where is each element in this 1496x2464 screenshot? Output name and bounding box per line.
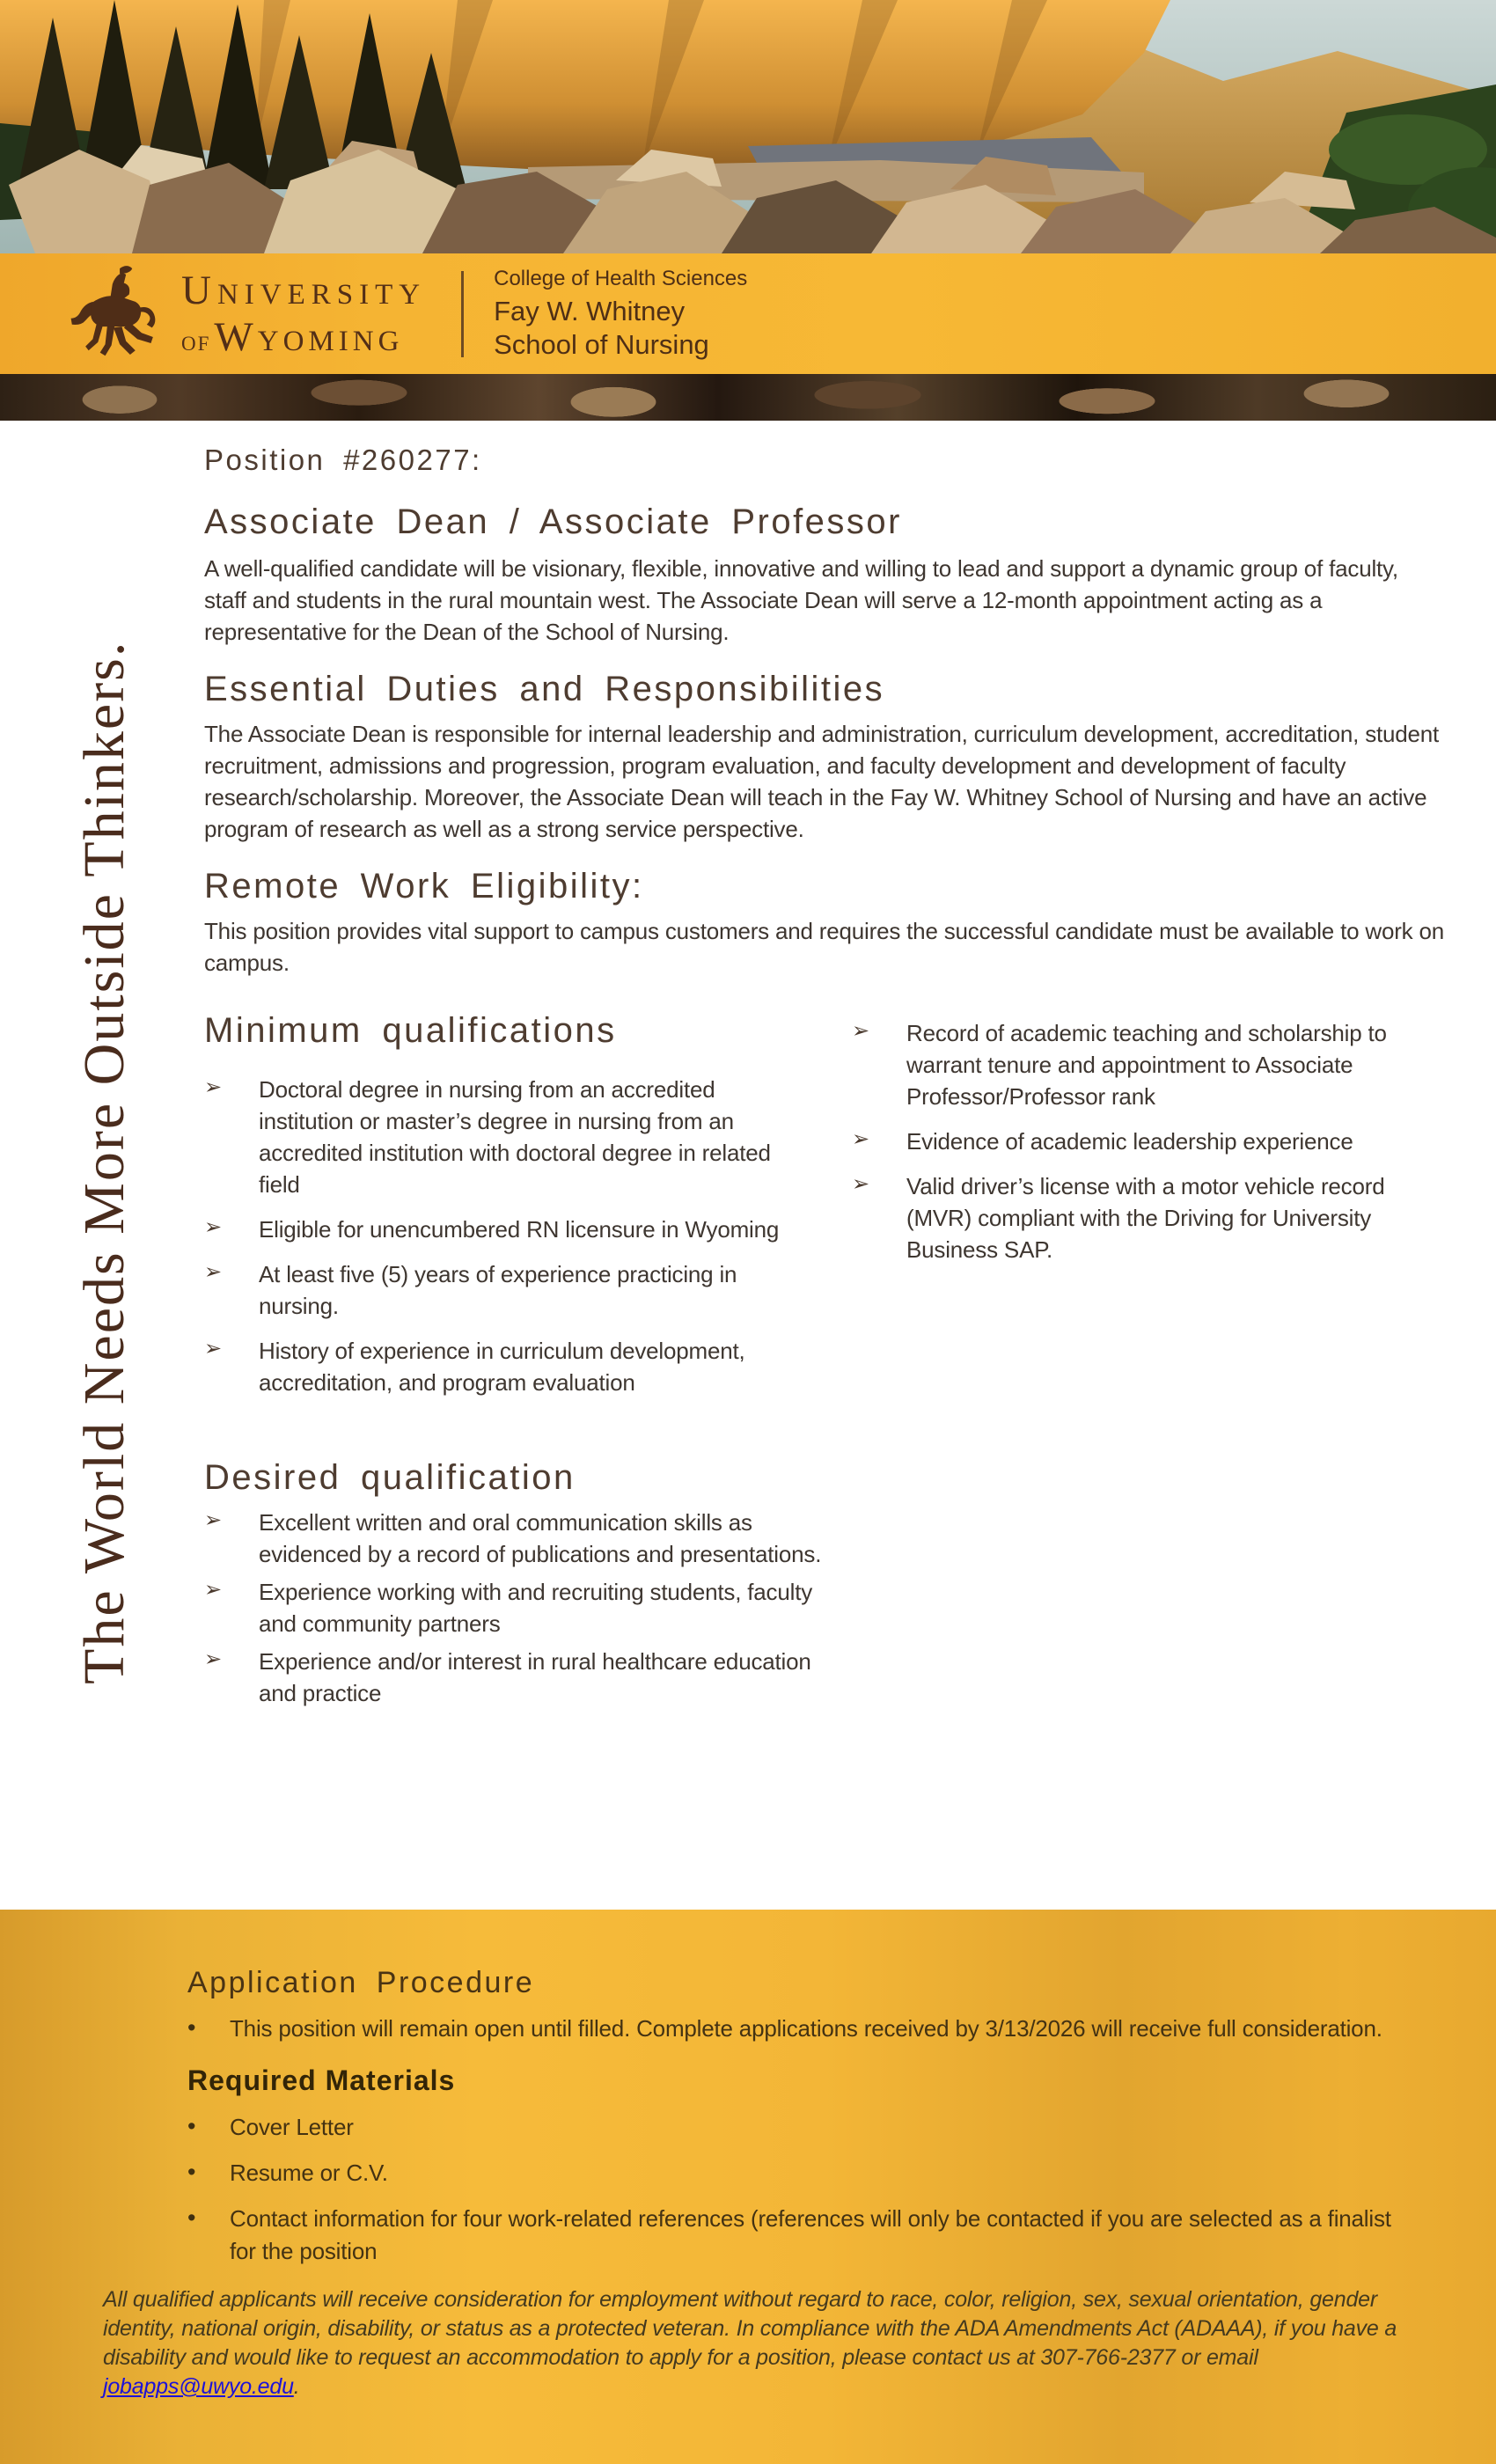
- list-item: [852, 1126, 1433, 1157]
- arrow-bullet-icon: ➢: [204, 1214, 223, 1239]
- list-item-text: Excellent written and oral communication skills as evidenced by a record of publications and presentations.: [259, 1508, 822, 1567]
- position-number-label: Position #260277:: [204, 444, 482, 476]
- list-item: [187, 2111, 1443, 2144]
- list-item-text: Evidence of academic leadership experience: [906, 1127, 1353, 1155]
- arrow-bullet-icon: ➢: [852, 1171, 870, 1196]
- list-item-text: Valid driver’s license with a motor vehicle record (MVR) compliant with the Driving for University Business SAP.: [906, 1172, 1385, 1263]
- application-procedure-list: [187, 2013, 1443, 2045]
- school-name-line2: School of Nursing: [494, 329, 709, 361]
- arrow-bullet-icon: ➢: [204, 1577, 223, 1602]
- brand-band: [0, 253, 1496, 374]
- list-item-text: Doctoral degree in nursing from an accredited institution or master’s degree in nursing from an accredited institution with doctoral degree in related field: [259, 1075, 771, 1198]
- list-item-text: Cover Letter: [230, 2114, 354, 2140]
- list-item-text: History of experience in curriculum development, accreditation, and program evaluation: [259, 1337, 745, 1396]
- dot-bullet-icon: •: [187, 2014, 196, 2041]
- application-band: [0, 1910, 1496, 2464]
- list-item: [204, 1258, 811, 1322]
- list-item: [204, 1576, 838, 1639]
- rock-photo-strip: [0, 374, 1496, 421]
- minimum-list-right: [852, 1017, 1433, 1279]
- desired-heading: Desired qualification: [204, 1457, 576, 1497]
- brand-divider: [461, 271, 464, 357]
- minimum-list-left: [204, 1074, 811, 1412]
- main-content: [0, 421, 1496, 1910]
- qualifications-columns: [204, 1010, 1450, 1412]
- list-item: [852, 1170, 1433, 1265]
- list-item: [204, 1335, 811, 1398]
- dot-bullet-icon: •: [187, 2113, 196, 2139]
- remote-body: This position provides vital support to campus customers and requires the successful candidate must be available to work on campus.: [204, 917, 1445, 976]
- brand-lockup: [62, 262, 747, 366]
- list-item-text: Contact information for four work-related references (references will only be contacted if you are selected as a finalist for the position: [230, 2205, 1391, 2264]
- of-word: of: [181, 325, 211, 357]
- duties-heading: Essential Duties and Responsibilities: [204, 669, 885, 708]
- application-content: [103, 1910, 1443, 2402]
- duties-body: The Associate Dean is responsible for internal leadership and administration, curriculum development, accreditation, student recruitment, admissions and progression, program evaluation, and faculty development and development of faculty research/scholarship. Moreover, the Associate Dean will teach in the Fay W. Whitney School of Nursing and have an active program of research as well as a strong service perspective.: [204, 720, 1440, 842]
- college-block: [494, 266, 747, 362]
- legal-text-after-link: .: [293, 2374, 300, 2399]
- required-materials-heading: Required Materials: [187, 2064, 456, 2096]
- list-item-text: Resume or C.V.: [230, 2160, 388, 2186]
- minimum-qualifications-column: [204, 1010, 811, 1412]
- bucking-horse-logo-icon: [62, 262, 165, 366]
- list-item: [204, 1074, 811, 1200]
- list-item-text: Experience working with and recruiting students, faculty and community partners: [259, 1578, 813, 1637]
- university-wordmark: [181, 267, 427, 360]
- dot-bullet-icon: •: [187, 2159, 196, 2185]
- list-item-text: Eligible for unencumbered RN licensure in Wyoming: [259, 1215, 780, 1243]
- arrow-bullet-icon: ➢: [852, 1126, 870, 1151]
- remote-heading: Remote Work Eligibility:: [204, 866, 644, 906]
- mountain-scene-illustration: [0, 0, 1496, 253]
- list-item-text: At least five (5) years of experience practicing in nursing.: [259, 1260, 737, 1319]
- list-item: [852, 1017, 1433, 1112]
- arrow-bullet-icon: ➢: [204, 1646, 223, 1671]
- eeo-legal-text: [103, 2285, 1423, 2402]
- list-item-text: Experience and/or interest in rural healthcare education and practice: [259, 1647, 811, 1706]
- list-item: [187, 2157, 1443, 2189]
- wyoming-word: ofWyoming: [181, 313, 404, 360]
- desired-list: [204, 1507, 838, 1715]
- arrow-bullet-icon: ➢: [204, 1259, 223, 1284]
- position-title: Associate Dean / Associate Professor: [204, 502, 902, 541]
- list-item: [204, 1646, 838, 1709]
- college-name: College of Health Sciences: [494, 267, 748, 291]
- school-name-line1: Fay W. Whitney: [494, 296, 686, 327]
- hero-photo: [0, 0, 1496, 253]
- arrow-bullet-icon: ➢: [204, 1507, 223, 1532]
- list-item: [187, 2203, 1443, 2268]
- jobapps-email-link[interactable]: jobapps@uwyo.edu: [103, 2374, 294, 2399]
- list-item: [187, 2013, 1443, 2045]
- minimum-qualifications-right-column: [852, 1017, 1433, 1412]
- list-item-text: Record of academic teaching and scholarship to warrant tenure and appointment to Associate Professor/Professor rank: [906, 1019, 1387, 1110]
- arrow-bullet-icon: ➢: [204, 1336, 223, 1360]
- application-procedure-heading: Application Procedure: [187, 1966, 535, 1999]
- minimum-heading: Minimum qualifications: [204, 1010, 617, 1050]
- content-column: [204, 421, 1450, 1715]
- arrow-bullet-icon: ➢: [852, 1018, 870, 1043]
- position-summary: A well-qualified candidate will be visionary, flexible, innovative and willing to lead and support a dynamic group of faculty, staff and students in the rural mountain west. The Associate Dean will serve a 12-month appointment acting as a representative for the Dean of the School of Nursing.: [204, 554, 1398, 645]
- list-item: [204, 1214, 811, 1245]
- list-item: [204, 1507, 838, 1570]
- arrow-bullet-icon: ➢: [204, 1074, 223, 1099]
- list-item-text: This position will remain open until filled. Complete applications received by 3/13/2026 will receive full consideration.: [230, 2015, 1382, 2042]
- required-materials-list: [187, 2111, 1443, 2268]
- vertical-tagline: The World Needs More Outside Thinkers.: [72, 640, 136, 1684]
- dot-bullet-icon: •: [187, 2204, 196, 2231]
- legal-text-before-link: All qualified applicants will receive consideration for employment without regard to race, color, religion, sex, sexual orientation, gender identity, national origin, disability, or status as a protected veteran. In compliance with the ADA Amendments Act (ADAAA), if you have a disability and would like to request an accommodation to apply for a position, please contact us at 307-766-2377 or email: [103, 2287, 1397, 2370]
- university-word: University: [181, 267, 427, 313]
